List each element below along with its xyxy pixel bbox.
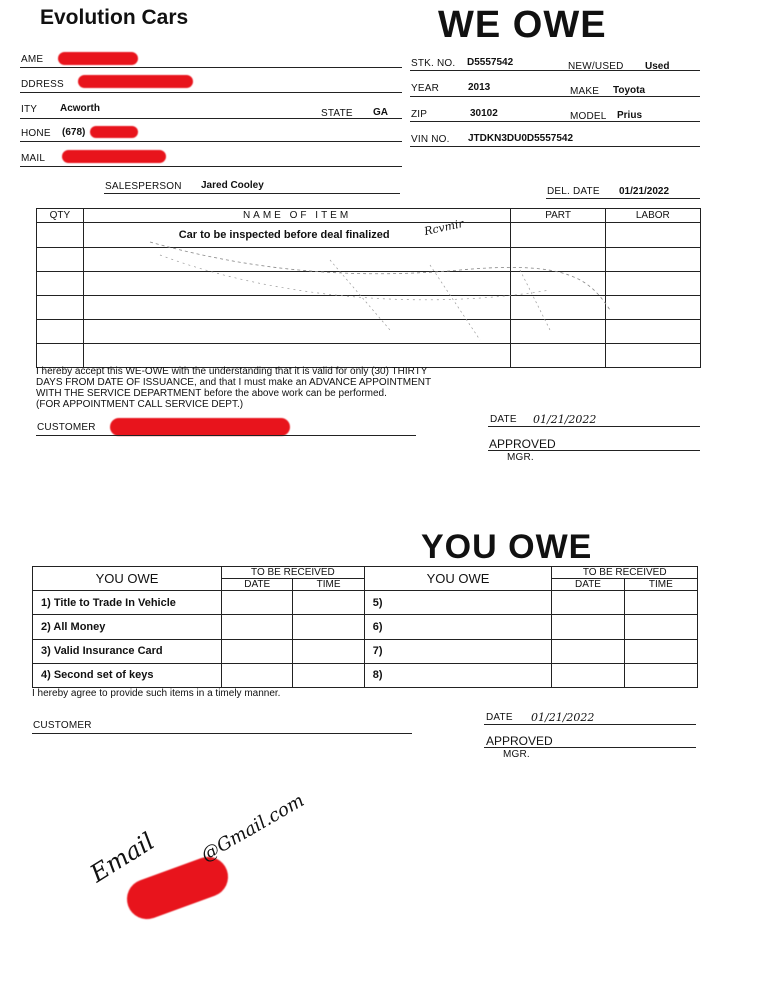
you-owe-table <box>32 566 698 688</box>
date-header-right: DATE <box>552 579 624 591</box>
labor-header: LABOR <box>605 209 700 223</box>
table-cell <box>624 639 697 663</box>
model-label: MODEL <box>570 111 607 122</box>
you-owe-item-3: 3) Valid Insurance Card <box>33 639 222 663</box>
table-cell <box>222 663 293 687</box>
email-line <box>20 166 402 167</box>
address-redaction <box>78 75 193 88</box>
we-owe-title: WE OWE <box>438 4 607 46</box>
item-header: NAME OF ITEM <box>83 209 511 223</box>
year-label: YEAR <box>411 83 440 94</box>
address-label: DDRESS <box>21 79 64 90</box>
terms-line-4: (FOR APPOINTMENT CALL SERVICE DEPT.) <box>36 399 244 410</box>
you-owe-item-8: 8) <box>364 663 552 687</box>
newused-label: NEW/USED <box>568 61 624 72</box>
address-line <box>20 92 402 93</box>
phone-line <box>20 141 402 142</box>
del-date-label: DEL. DATE <box>547 186 600 197</box>
vin-value: JTDKN3DU0D5557542 <box>468 133 574 144</box>
table-cell <box>293 639 364 663</box>
table-cell <box>37 320 84 344</box>
time-header-left: TIME <box>293 579 364 591</box>
year-value: 2013 <box>468 82 491 93</box>
phone-redaction <box>90 126 138 138</box>
you-owe-customer-label: CUSTOMER <box>33 720 92 731</box>
agree-text: I hereby agree to provide such items in a timely manner. <box>32 688 281 699</box>
table-cell <box>37 296 84 320</box>
handwritten-email-word: Email <box>85 827 160 888</box>
phone-value: (678) <box>62 127 86 138</box>
state-value: GA <box>373 107 388 118</box>
table-cell <box>552 615 624 639</box>
time-header-right: TIME <box>624 579 697 591</box>
date-value: 01/21/2022 <box>533 413 597 426</box>
table-cell <box>552 639 624 663</box>
you-owe-date-label: DATE <box>486 712 513 723</box>
you-owe-date-value: 01/21/2022 <box>531 711 595 724</box>
you-owe-item-6: 6) <box>364 615 552 639</box>
del-date-line <box>546 198 700 199</box>
you-owe-customer-line <box>32 733 412 734</box>
customer-signature-redaction <box>110 418 290 436</box>
qty-header: QTY <box>37 209 84 223</box>
you-owe-title: YOU OWE <box>421 528 593 566</box>
you-owe-item-4: 4) Second set of keys <box>33 663 222 687</box>
you-owe-approved-line <box>484 747 696 748</box>
stock-label: STK. NO. <box>411 58 456 69</box>
table-cell <box>222 615 293 639</box>
part-header: PART <box>511 209 605 223</box>
zip-line <box>410 121 700 122</box>
table-cell <box>37 223 84 248</box>
you-owe-header-right: YOU OWE <box>364 567 552 591</box>
email-redaction <box>62 150 166 163</box>
customer-label: CUSTOMER <box>37 422 96 433</box>
you-owe-item-2: 2) All Money <box>33 615 222 639</box>
table-cell <box>222 639 293 663</box>
table-cell <box>37 344 84 368</box>
email-label: MAIL <box>21 153 46 164</box>
you-owe-date-line <box>484 724 696 725</box>
city-label: ITY <box>21 104 38 115</box>
approved-label: APPROVED <box>489 437 556 451</box>
you-owe-item-7: 7) <box>364 639 552 663</box>
table-cell <box>552 663 624 687</box>
approved-line <box>488 450 700 451</box>
vin-label: VIN NO. <box>411 134 450 145</box>
make-label: MAKE <box>570 86 600 97</box>
you-owe-mgr-label: MGR. <box>503 749 530 760</box>
salesperson-label: SALESPERSON <box>105 181 182 192</box>
state-label: STATE <box>321 108 353 119</box>
city-line <box>20 118 402 119</box>
date-label: DATE <box>490 414 517 425</box>
terms-line-1: I hereby accept this WE-OWE with the understanding that it is valid for only (30) THIRTY <box>36 366 428 377</box>
received-header-right: TO BE RECEIVED <box>552 567 698 579</box>
table-cell <box>624 615 697 639</box>
salesperson-line <box>104 193 400 194</box>
zip-label: ZIP <box>411 109 428 120</box>
dealer-name: Evolution Cars <box>40 6 189 29</box>
stock-value: D5557542 <box>467 57 514 68</box>
you-owe-item-5: 5) <box>364 591 552 615</box>
make-value: Toyota <box>613 85 646 96</box>
del-date-value: 01/21/2022 <box>619 186 670 197</box>
phone-label: HONE <box>21 128 51 139</box>
received-header-left: TO BE RECEIVED <box>222 567 365 579</box>
table-cell <box>37 248 84 272</box>
zip-value: 30102 <box>470 108 498 119</box>
table-cell <box>37 272 84 296</box>
stock-line <box>410 70 700 71</box>
you-owe-approved-label: APPROVED <box>486 734 553 748</box>
table-cell <box>293 663 364 687</box>
handwritten-note: Rcvmir <box>423 216 465 239</box>
city-value: Acworth <box>60 103 100 114</box>
name-label: AME <box>21 54 44 65</box>
mgr-label: MGR. <box>507 452 534 463</box>
newused-value: Used <box>645 61 670 72</box>
handwritten-email-domain: @Gmail.com <box>197 790 308 866</box>
scribble-marks <box>130 230 620 350</box>
table-cell <box>293 591 364 615</box>
you-owe-header-left: YOU OWE <box>33 567 222 591</box>
table-cell <box>222 591 293 615</box>
table-cell <box>624 663 697 687</box>
you-owe-item-1: 1) Title to Trade In Vehicle <box>33 591 222 615</box>
table-cell <box>624 591 697 615</box>
terms-line-2: DAYS FROM DATE OF ISSUANCE, and that I must make an ADVANCE APPOINTMENT <box>36 377 432 388</box>
year-line <box>410 96 700 97</box>
table-cell <box>552 591 624 615</box>
salesperson-value: Jared Cooley <box>201 180 264 191</box>
name-line <box>20 67 402 68</box>
name-redaction <box>58 52 138 65</box>
table-cell <box>293 615 364 639</box>
item-row-1: Car to be inspected before deal finalized <box>83 223 511 248</box>
terms-line-3: WITH THE SERVICE DEPARTMENT before the above work can be performed. <box>36 388 387 399</box>
customer-signature-line <box>36 435 416 436</box>
vin-line <box>410 146 700 147</box>
model-value: Prius <box>617 110 643 121</box>
date-header-left: DATE <box>222 579 293 591</box>
date-line <box>488 426 700 427</box>
